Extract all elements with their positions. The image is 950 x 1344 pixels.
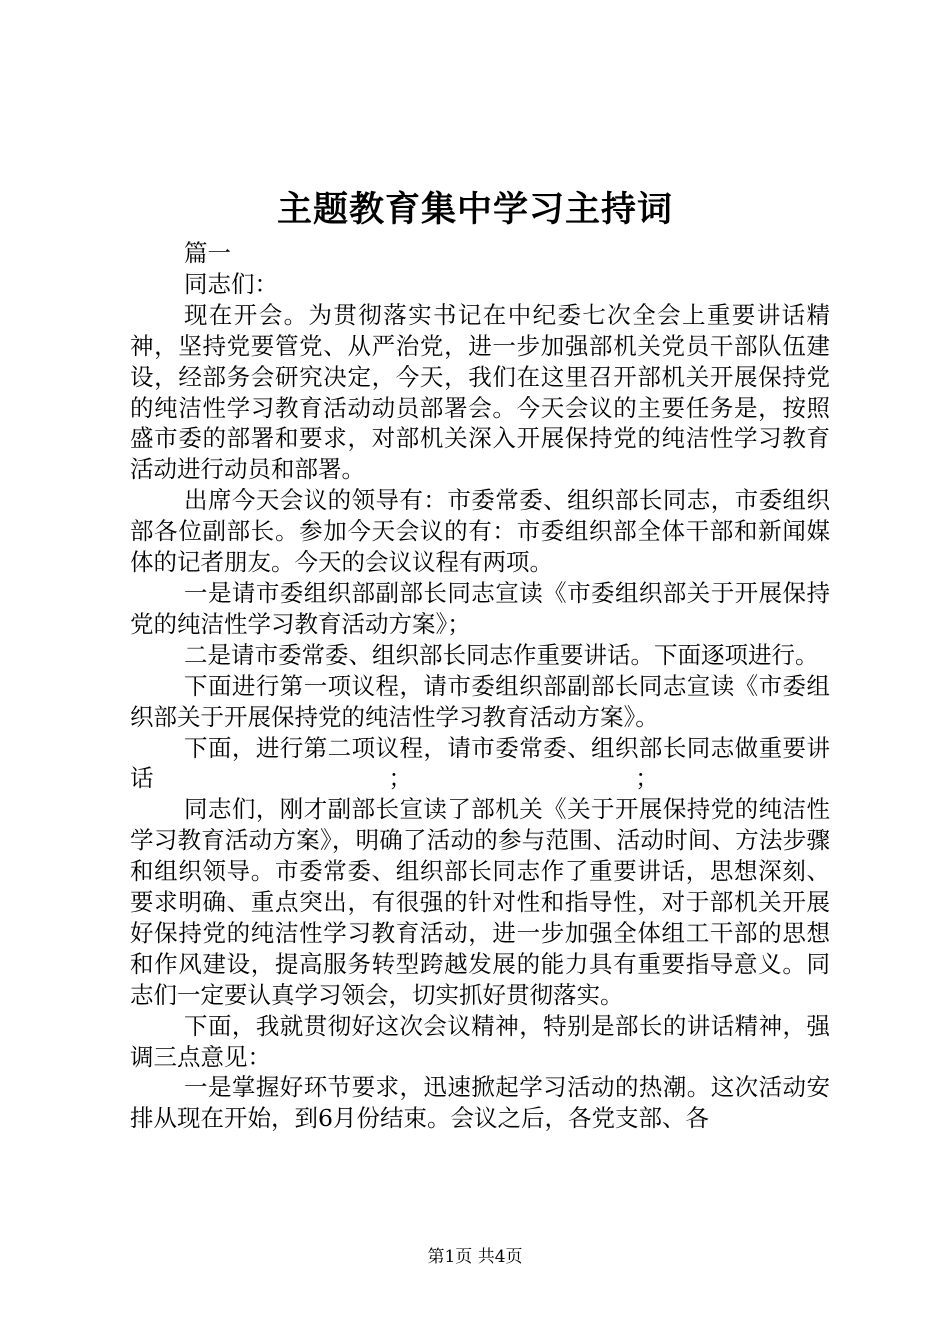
paragraph-salutation: 同志们：	[184, 269, 278, 298]
paragraph: 现在开会。为贯彻落实书记在中纪委七次全会上重要讲话精神，坚持党要管党、从严治党，进一步加强部机关党员干部队伍建设，经部务会研究决定，今天，我们在这里召开部机关开展保持党的纯洁性学习教育活动动员部署会。今天会议的主要任务是，按照盛市委的部署和要求，对部机关深入开展保持党的纯洁性学习教育活动进行动员和部署。	[130, 300, 830, 484]
paragraph-heading: 篇一	[184, 239, 231, 267]
paragraph: 一是请市委组织部副部长同志宣读《市委组织部关于开展保持党的纯洁性学习教育活动方案》；	[130, 578, 830, 638]
paragraph: 下面，我就贯彻好这次会议精神，特别是部长的讲话精神，强调三点意见：	[130, 1011, 830, 1071]
paragraph: 下面进行第一项议程，请市委组织部副部长同志宣读《市委组织部关于开展保持党的纯洁性学习教育活动方案》。	[130, 671, 830, 731]
document-body	[130, 238, 830, 1134]
page-footer: 第1页 共4页	[427, 1247, 523, 1267]
paragraph: 下面，进行第二项议程，请市委常委、组织部长同志做重要讲话 ； ；	[130, 733, 830, 793]
paragraph: 二是请市委常委、组织部长同志作重要讲话。下面逐项进行。	[184, 640, 819, 669]
paragraph: 出席今天会议的领导有：市委常委、组织部长同志，市委组织部各位副部长。参加今天会议的有：市委组织部全体干部和新闻媒体的记者朋友。今天的会议议程有两项。	[130, 486, 830, 577]
paragraph: 同志们，刚才副部长宣读了部机关《关于开展保持党的纯洁性学习教育活动方案》，明确了活动的参与范围、活动时间、方法步骤和组织领导。市委常委、组织部长同志作了重要讲话，思想深刻、要求明确、重点突出，有很强的针对性和指导性，对于部机关开展好保持党的纯洁性学习教育活动，进一步加强全体组工干部的思想和作风建设，提高服务转型跨越发展的能力具有重要指导意义。同志们一定要认真学习领会，切实抓好贯彻落实。	[130, 795, 830, 1009]
paragraph: 一是掌握好环节要求，迅速掀起学习活动的热潮。这次活动安排从现在开始，到6月份结束。会议之后，各党支部、各	[130, 1073, 830, 1133]
document-title: 主题教育集中学习主持词	[276, 189, 673, 230]
